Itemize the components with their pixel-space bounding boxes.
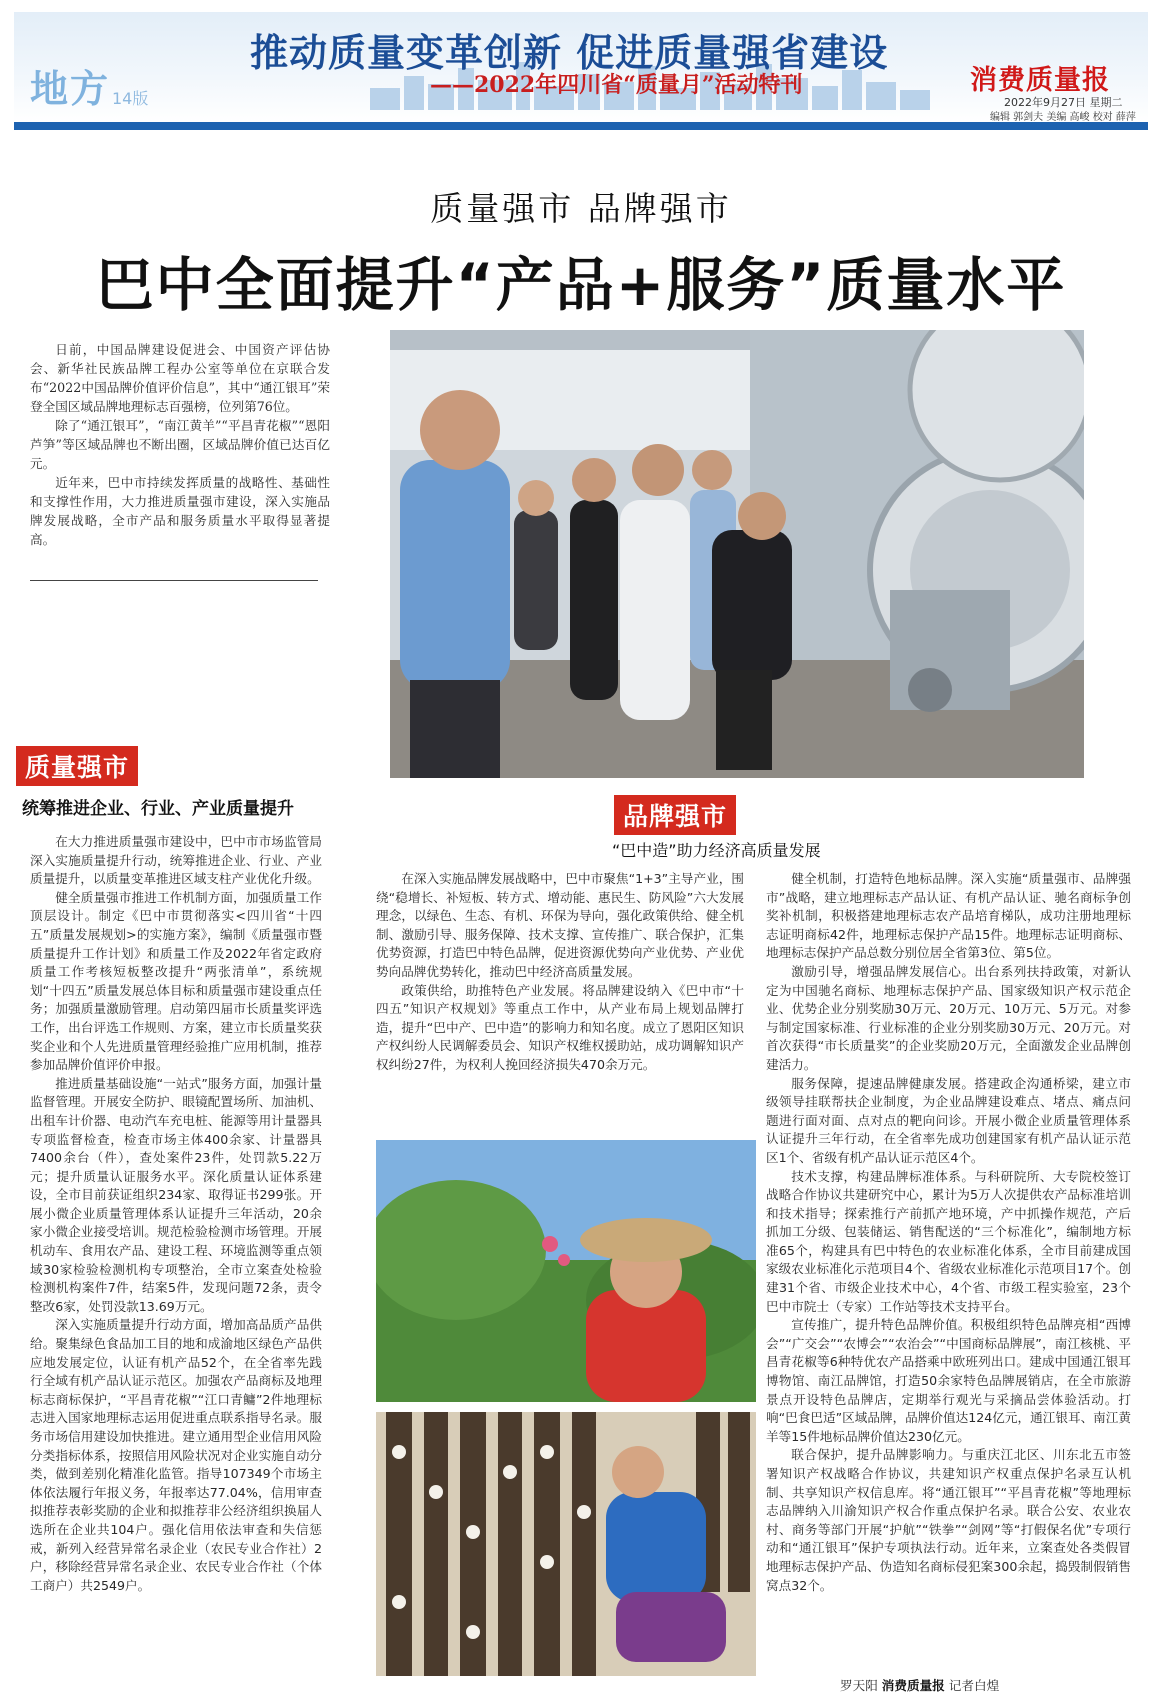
byline-paper: 消费质量报 bbox=[881, 1678, 945, 1693]
mushroom-cultivation-photo bbox=[376, 1412, 756, 1676]
byline-author: 罗天阳 bbox=[840, 1678, 878, 1693]
inspection-photo-illustration bbox=[390, 330, 1084, 778]
body-paragraph: 深入实施质量提升行动方面，增加高品质产品供给。聚集绿色食品加工目的地和成渝地区绿色产品供应地发展定位，认证有机产品52个，在全省率先践行全域有机产品认证示范区。加强农产品商标及地理标志商标保护，“平昌青花椒”“江口青鳙”2件地理标志进入国家地理标志运用促进重点联系指导名录。服务市场信用建设加快推进。建立通用型企业信用风险分类指标体系，按照信用风险状况对企业实施自动分类，做到差别化精准化监管。指导107349个市场主体依法履行年报义务，年报率达77.04%，信用审查拟推荐表彰奖励的企业和拟推荐非公经济组织换届人选所在企业共104户。强化信用依法审查和失信惩戒，新列入经营异常名录企业（农民专业合作社）2户，移除经营异常名录企业、农民专业合作社（个体工商户）共2549户。 bbox=[30, 1317, 322, 1593]
intro-paragraph: 近年来，巴中市持续发挥质量的战略性、基础性和支撑性作用，大力推进质量强市建设，深入实施品牌发展战略，全市产品和服务质量水平取得显著提高。 bbox=[30, 475, 330, 547]
pepper-harvest-illustration bbox=[376, 1140, 756, 1402]
inspection-photo bbox=[390, 330, 1084, 778]
body-paragraph: 联合保护，提升品牌影响力。与重庆江北区、川东北五市签署知识产权战略合作协议，共建知识产权重点保护名录互认机制、共享知识产权信息库。将“通江银耳”“平昌青花椒”等地理标志品牌纳入川渝知识产权合作重点保护名录。联合公安、农业农村、商务等部门开展“护航”“铁拳”“剑网”等“打假保名优”专项行动和“通江银耳”保护专项执法行动。近年来，立案查处各类假冒地理标志保护产品、伪造知名商标侵犯案300余起，捣毁制假销售窝点32个。 bbox=[766, 1447, 1131, 1593]
body-paragraph: 宣传推广，提升特色品牌价值。积极组织特色品牌亮相“西博会”“广交会”“农博会”“农治会”“中国商标品牌展”，南江核桃、平昌青花椒等6种特优农产品搭乘中欧班列出口。建成中国通江银耳博物馆、南江品牌馆，打造50余家特色品牌展销店，在全市旅游景点开设特色品牌店，定期举行观光与采摘品尝体验活动。打响“巴食巴适”区域品牌，品牌价值达124亿元，通江银耳、南江黄羊等15件地标品牌价值达230亿元。 bbox=[766, 1317, 1131, 1444]
article-kicker: 质量强市 品牌强市 bbox=[430, 189, 732, 228]
section-body-quality bbox=[30, 833, 322, 1595]
mushroom-cultivation-illustration bbox=[376, 1412, 756, 1676]
body-paragraph: 政策供给，助推特色产业发展。将品牌建设纳入《巴中市“十四五”知识产权规划》等重点工作中，从产业布局上规划品牌打造，提升“巴中产、巴中造”的影响力和知名度。成立了恩阳区知识产权纠纷人民调解委员会、知识产权维权援助站，成功调解知识产权纠纷27件，为权利人挽回经济损失470余万元。 bbox=[376, 982, 744, 1072]
divider bbox=[30, 580, 318, 581]
section-label-quality: 质量强市 bbox=[16, 746, 138, 786]
intro-paragraph: 除了“通江银耳”，“南江黄羊”“平昌青花椒”“恩阳芦笋”等区域品牌也不断出圈，区域品牌价值已达百亿元。 bbox=[30, 418, 330, 471]
issue-date: 2022年9月27日 星期二 bbox=[1004, 96, 1123, 109]
section-body-brand-continued bbox=[766, 870, 1131, 1595]
article-intro bbox=[30, 340, 330, 549]
body-paragraph: 技术支撑，构建品牌标准体系。与科研院所、大专院校签订战略合作协议共建研究中心，累计为5万人次提供农产品标准培训和技术指导；探索推行产前抓产地环境，产中抓操作规范，产后抓加工分级、包装储运、销售配送的“三个标准化”，编制地方标准65个，构建具有巴中特色的农业标准化体系，全市目前建成国家级农业标准化示范项目4个、省级农业标准化示范项目17个。创建31个省、市级企业技术中心，4个省、市级工程实验室，23个巴中市院士（专家）工作站等技术支持平台。 bbox=[766, 1168, 1131, 1314]
intro-paragraph: 日前，中国品牌建设促进会、中国资产评估协会、新华社民族品牌工程办公室等单位在京联合发布“2022中国品牌价值评价信息”，其中“通江银耳”荣登全国区域品牌地理标志百强榜，位列第76位。 bbox=[30, 342, 330, 414]
special-issue-subheadline: ——2022年四川省“质量月”活动特刊 bbox=[430, 72, 803, 98]
body-paragraph: 健全机制，打造特色地标品牌。深入实施“质量强市、品牌强市”战略，建立地理标志产品认证、有机产品认证、驰名商标争创奖补机制，积极搭建地理标志农产品培育梯队，成功注册地理标志证明商标42件，地理标志保护产品15件。地理标志证明商标、地理标志保护产品总数分别位居全省第3位、第5位。 bbox=[766, 871, 1131, 961]
section-subtitle-brand: “巴中造”助力经济高质量发展 bbox=[612, 841, 821, 860]
body-paragraph: 服务保障，提速品牌健康发展。搭建政企沟通桥梁，建立市级领导挂联帮扶企业制度，为企业品牌建设难点、堵点、痛点问题进行面对面、点对点的靶向问诊。开展小微企业质量管理体系认证提升三年行动，在全省率先成功创建国家有机产品认证示范区1个、省级有机产品认证示范区4个。 bbox=[766, 1075, 1131, 1165]
section-subtitle-quality: 统筹推进企业、行业、产业质量提升 bbox=[22, 799, 294, 819]
byline-reporter: 记者白煌 bbox=[948, 1678, 1000, 1693]
pepper-harvest-photo bbox=[376, 1140, 756, 1402]
body-paragraph: 在深入实施品牌发展战略中，巴中市聚焦“1+3”主导产业，围绕“稳增长、补短板、转方式、增动能、惠民生、防风险”六大发展理念，以绿色、生态、有机、环保为导向，强化政策供给、健全机制、激励引导、服务保障、技术支撑、宣传推广、联合保护，汇集优势资源，打造巴中特色品牌，促进资源优势向产业优势、产业优势向品牌优势转化，推动巴中经济高质量发展。 bbox=[376, 871, 744, 979]
section-name: 地方 bbox=[30, 66, 111, 111]
body-paragraph: 在大力推进质量强市建设中，巴中市市场监管局深入实施质量提升行动，统筹推进企业、行业、产业质量提升，以质量变革推进区域支柱产业优化升级。 bbox=[30, 834, 322, 887]
section-label-brand: 品牌强市 bbox=[614, 795, 736, 835]
body-paragraph: 健全质量强市推进工作机制方面，加强质量工作顶层设计。制定《巴中市贯彻落实<四川省“十四五”质量发展规划>的实施方案》，编制《质量强市暨质量提升工作计划》和质量工作及2022年省定政府质量工作考核短板整改提升“两张清单”，系统规划“十四五”质量发展总体目标和质量强市建设重点任务；加强质量激励管理。启动第四届市长质量奖评选工作，出台评选工作规则、方案，建立市长质量奖获奖企业和个人先进质量管理经验推广应用机制，推荐参加品牌价值评价申报。 bbox=[30, 889, 322, 1073]
newspaper-logo: 消费质量报 bbox=[970, 65, 1110, 96]
special-issue-headline: 推动质量变革创新 促进质量强省建设 bbox=[250, 30, 889, 75]
article-title: 巴中全面提升“产品+服务”质量水平 bbox=[95, 251, 1067, 319]
section-body-brand bbox=[376, 870, 744, 1075]
editor-credits: 编辑 郭剑夫 美编 高峻 校对 薛萍 bbox=[990, 112, 1136, 123]
article-byline bbox=[840, 1675, 999, 1694]
body-paragraph: 推进质量基础设施“一站式”服务方面，加强计量监督管理。开展安全防护、眼镜配置场所、加油机、出租车计价器、电动汽车充电桩、能源等用计量器具专项监督检查，检查市场主体400余家、计量器具7400余台（件），查处案件23件，处罚款5.22万元；提升质量认证服务水平。深化质量认证体系建设，全市目前获证组织234家、取得证书299张。开展小微企业质量管理体系认证提升三年活动，20余家小微企业接受培训。规范检验检测市场管理。开展机动车、食用农产品、建设工程、环境监测等重点领域30家检验检测机构专项整治，全市立案查处检验检测机构案件7件，结案5件，发现问题72条，责令整改6家，处罚没款13.69万元。 bbox=[30, 1075, 322, 1314]
section-page-number: 14版 bbox=[112, 89, 149, 108]
body-paragraph: 激励引导，增强品牌发展信心。出台系列扶持政策，对新认定为中国驰名商标、地理标志保护产品、国家级知识产权示范企业、优势企业分别奖励30万元、20万元、10万元、5万元。对参与制定国家标准、行业标准的企业分别奖励30万元、20万元。对首次获得“市长质量奖”的企业奖励20万元，全面激发企业品牌创建活力。 bbox=[766, 963, 1131, 1072]
